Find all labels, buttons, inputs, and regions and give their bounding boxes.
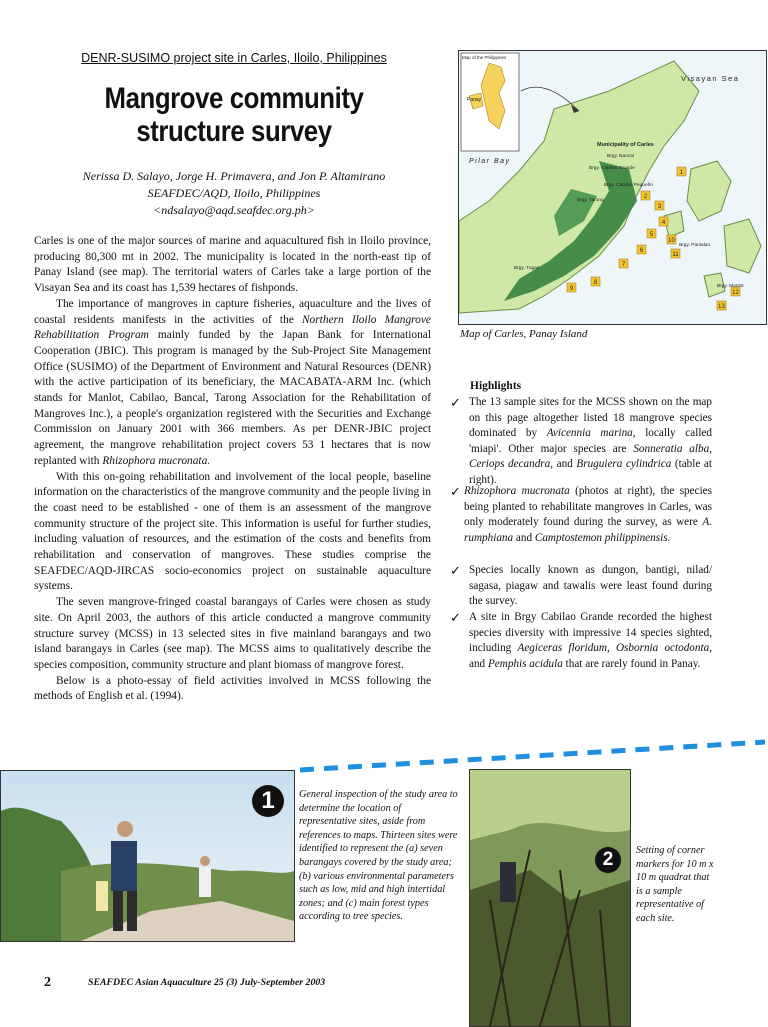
species-name: Rhizophora mucronata. [102,454,211,467]
svg-text:9: 9 [569,286,574,292]
photo-corner-markers-image [470,770,630,1026]
svg-text:8: 8 [593,280,598,286]
svg-text:Brgy. Cabilao Grande: Brgy. Cabilao Grande [589,166,635,171]
author-block [40,168,428,219]
municipality-label: Municipality of Carles [597,142,654,148]
bay-label: Pilar Bay [469,158,511,165]
highlights-title: Highlights [470,380,522,392]
photo-inspection [0,770,295,942]
svg-text:Brgy. Cabilao Pequeño: Brgy. Cabilao Pequeño [604,183,653,188]
body-paragraph-4: The seven mangrove-fringed coastal barangays of Carles were chosen as study site. On April 2003, the authors of this article conducted a mangrove community structure survey (MCSS) in 13 selected sites in five mainland barangays and two island barangays in Carles (see map). The MCSS aims to qualitatively describe the species composition, community structure and plant biomass of mangrove forest. [34,596,431,671]
page-number: 2 [44,975,51,990]
body-paragraph-5: Below is a photo-essay of field activities involved in MCSS following the methods of English et al. (1994). [34,674,431,703]
svg-text:4: 4 [661,220,666,226]
svg-text:11: 11 [672,252,679,258]
svg-text:7: 7 [621,262,626,268]
panay-label: Panay [467,97,482,103]
checkmark-icon: ✓ [450,484,461,499]
svg-text:6: 6 [639,248,644,254]
photo-number-badge: 2 [595,847,621,873]
title-line-1: Mangrove community [104,82,364,115]
map-caption: Map of Carles, Panay Island [460,328,588,340]
svg-text:Brgy. Manlot: Brgy. Manlot [717,284,744,289]
p2-text-b: mainly funded by the Japan Bank for International Cooperation (JBIC). This program is managed by the Sub-Project Site Management Office (SUSIMO) of the Department of Environment and Natural Resources (DENR) with the active participation of its beneficiary, the MACABATA-ARM Inc. (which stands for Manlot, Cabilao, Bancal, Tarong Association for the Rehabilitation of Mangroves Inc.), a people's organization registered with the Securities and Exchange Commission on January 2001 with 366 members. As per DENR-JBIC project agreement, the mangrove rehabilitation project covers 53 1 hectares that is now replanted with [34,329,432,467]
svg-text:10: 10 [668,238,675,244]
body-paragraph-2 [34,297,431,470]
highlight-item-4: ✓ A site in Brgy Cabilao Grande recorded the highest species diversity with impressive 14 species sighted, including Aegiceras floridum, Osbornia octodonta, and Pemphis acidula that are rarely found in Panay. [450,610,712,670]
svg-text:1: 1 [679,170,684,176]
svg-text:3: 3 [657,204,662,210]
body-paragraph-1: Carles is one of the major sources of marine and aquacultured fish in Iloilo province, producing 80,300 mt in 2002. The municipality is located in the north-east tip of Panay Island (see map). The territorial waters of Carles take a large portion of the Visayan Sea and its coast has 1,539 hectares of fishponds. [34,235,431,295]
highlight-item-2: ✓ Rhizophora mucronata (photos at right), the species being planted to rehabilitate mangroves in Carles, was only moderately found during the survey, as were A. rumphiana and Camptostemon philippinensis. [450,484,712,544]
article-title [67,82,401,148]
author-names: Nerissa D. Salayo, Jorge H. Primavera, and Jon P. Altamirano [82,169,386,183]
p2-text-a: The importance of mangroves in capture fisheries, aquaculture and the lives of coastal residents manifests in the activities of the [34,297,431,326]
title-line-2: structure survey [136,115,332,148]
checkmark-icon: ✓ [450,395,461,410]
author-affiliation: SEAFDEC/AQD, Iloilo, Philippines [147,186,321,200]
program-name: Northern Iloilo Mangrove Rehabilitation Program [34,313,431,342]
svg-text:13: 13 [718,304,725,310]
photo-inspection-image [1,771,294,941]
svg-text:2: 2 [643,194,648,200]
journal-footer: SEAFDEC Asian Aquaculture 25 (3) July-September 2003 [88,977,326,988]
author-email: <ndsalayo@aqd.seafdec.org.ph> [153,203,315,217]
sea-label: Visayan Sea [681,74,740,83]
svg-text:Brgy. Tugas: Brgy. Tugas [514,266,540,271]
article-kicker: DENR-SUSIMO project site in Carles, Iloilo, Philippines [81,51,387,65]
svg-text:Brgy. Pantalan: Brgy. Pantalan [679,243,711,248]
map-drawing [459,51,766,324]
svg-text:Brgy. Bancal: Brgy. Bancal [607,154,634,159]
inset-label: Map of the Philippines [462,55,507,60]
svg-text:5: 5 [649,232,654,238]
body-paragraph-3: With this on-going rehabilitation and involvement of the local people, baseline information on the characteristics of the mangrove community and the people living in the coast need to be established - one of them is an assessment of the mangrove community structure of the project site. This information is useful for further studies, including valuation of resources, and the estimation of the costs and benefits from rehabilitation and conservation of mangroves. These studies comprise the SEAFDEC/AQD-JIRCAS socio-economics project on sustainable aquaculture systems. [34,470,431,593]
article-body [34,234,431,705]
highlight-item-3: ✓ Species locally known as dungon, bantigi, nilad/ sagasa, piagaw and tawalis were least found during the survey. [450,563,712,608]
svg-text:Brgy. Tarong: Brgy. Tarong [577,198,604,203]
checkmark-icon: ✓ [450,610,461,625]
photo-corner-markers [469,769,631,1027]
carles-map [458,50,767,325]
highlight-item-1: ✓ The 13 sample sites for the MCSS shown on the map on this page altogether listed 18 mangrove species dominated by Avicennia marina, locally called 'miapi'. Other major species are Sonneratia alba, Ceriops decandra, and Bruguiera cylindrica (table at right). [450,395,713,486]
photo-1-caption: General inspection of the study area to determine the location of representative sites, aside from references to maps. Thirteen sites were identified to represent the (a) seven barangays covered by the study area; (b) various environmental parameters such as low, mid and high intertidal zones; and (c) main forest types according to tree species. [299,789,458,923]
photo-number-badge: 1 [252,785,284,817]
svg-text:12: 12 [732,290,739,296]
checkmark-icon: ✓ [450,563,461,578]
photo-2-caption: Setting of corner markers for 10 m x 10 m quadrat that is a sample representative of each site. [636,845,714,924]
